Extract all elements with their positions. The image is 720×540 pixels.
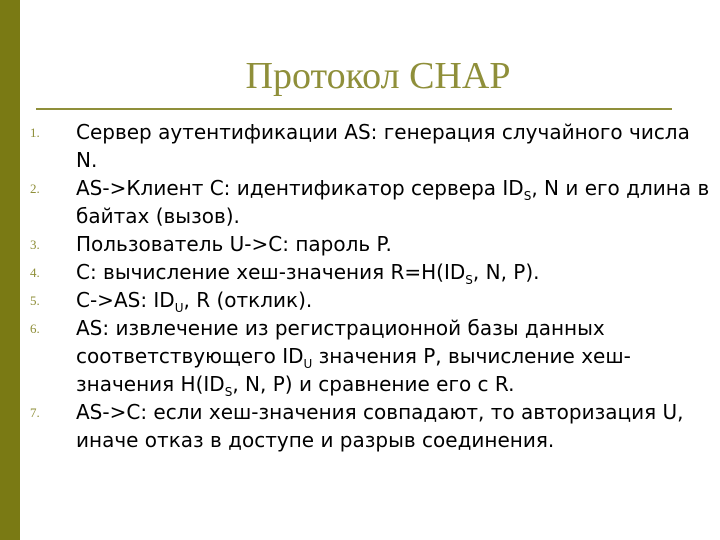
text-run: , N и его длина в байтах (вызов). bbox=[76, 176, 710, 228]
list-item-text bbox=[76, 258, 716, 286]
list-item-number: 2. bbox=[30, 181, 40, 196]
side-bar-decoration bbox=[0, 0, 20, 540]
list-item-text bbox=[76, 314, 716, 398]
subscript: U bbox=[303, 357, 313, 371]
text-run: AS: извлечение из регистрационной базы данных соответствующего ID bbox=[76, 316, 605, 368]
list-item-number: 6. bbox=[30, 321, 40, 336]
list-item-text bbox=[76, 286, 716, 314]
text-run: AS->C: если хеш-значения совпадают, то авторизация U, иначе отказ в доступе и разрыв соединения. bbox=[76, 400, 684, 452]
subscript: S bbox=[465, 273, 473, 287]
protocol-steps-list bbox=[30, 118, 716, 454]
list-item bbox=[30, 398, 716, 454]
text-run: , N, P). bbox=[472, 260, 540, 284]
subscript: S bbox=[224, 385, 233, 399]
text-run: AS->Клиент C: идентификатор сервера ID bbox=[76, 176, 524, 200]
list-item bbox=[30, 118, 716, 174]
list-item-number: 1. bbox=[30, 125, 40, 140]
text-run: значения P, вычисление хеш-значения H(ID bbox=[76, 344, 631, 396]
slide-title: Протокол CHAP bbox=[245, 55, 511, 97]
text-run: , R (отклик). bbox=[183, 288, 313, 312]
list-item-number: 3. bbox=[30, 237, 40, 252]
text-run: C->AS: ID bbox=[76, 288, 175, 312]
list-item-text bbox=[76, 230, 716, 258]
list-item-text bbox=[76, 174, 716, 230]
list-item bbox=[30, 230, 716, 258]
text-run: C: вычисление хеш-значения R=H(ID bbox=[76, 260, 466, 284]
list-item bbox=[30, 314, 716, 398]
list-item-text bbox=[76, 118, 716, 174]
list-item bbox=[30, 258, 716, 286]
title-divider bbox=[36, 108, 672, 110]
list-item bbox=[30, 286, 716, 314]
list-item bbox=[30, 174, 716, 230]
list-item-text bbox=[76, 398, 716, 454]
subscript: S bbox=[523, 189, 532, 203]
list-item-number: 7. bbox=[30, 405, 40, 420]
text-run: , N, P) и сравнение его с R. bbox=[232, 372, 515, 396]
list-item-number: 5. bbox=[30, 293, 40, 308]
text-run: Пользователь U->C: пароль P. bbox=[76, 232, 392, 256]
list-item-number: 4. bbox=[30, 265, 40, 280]
subscript: U bbox=[174, 301, 184, 315]
text-run: Сервер аутентификации AS: генерация случайного числа N. bbox=[76, 120, 690, 172]
